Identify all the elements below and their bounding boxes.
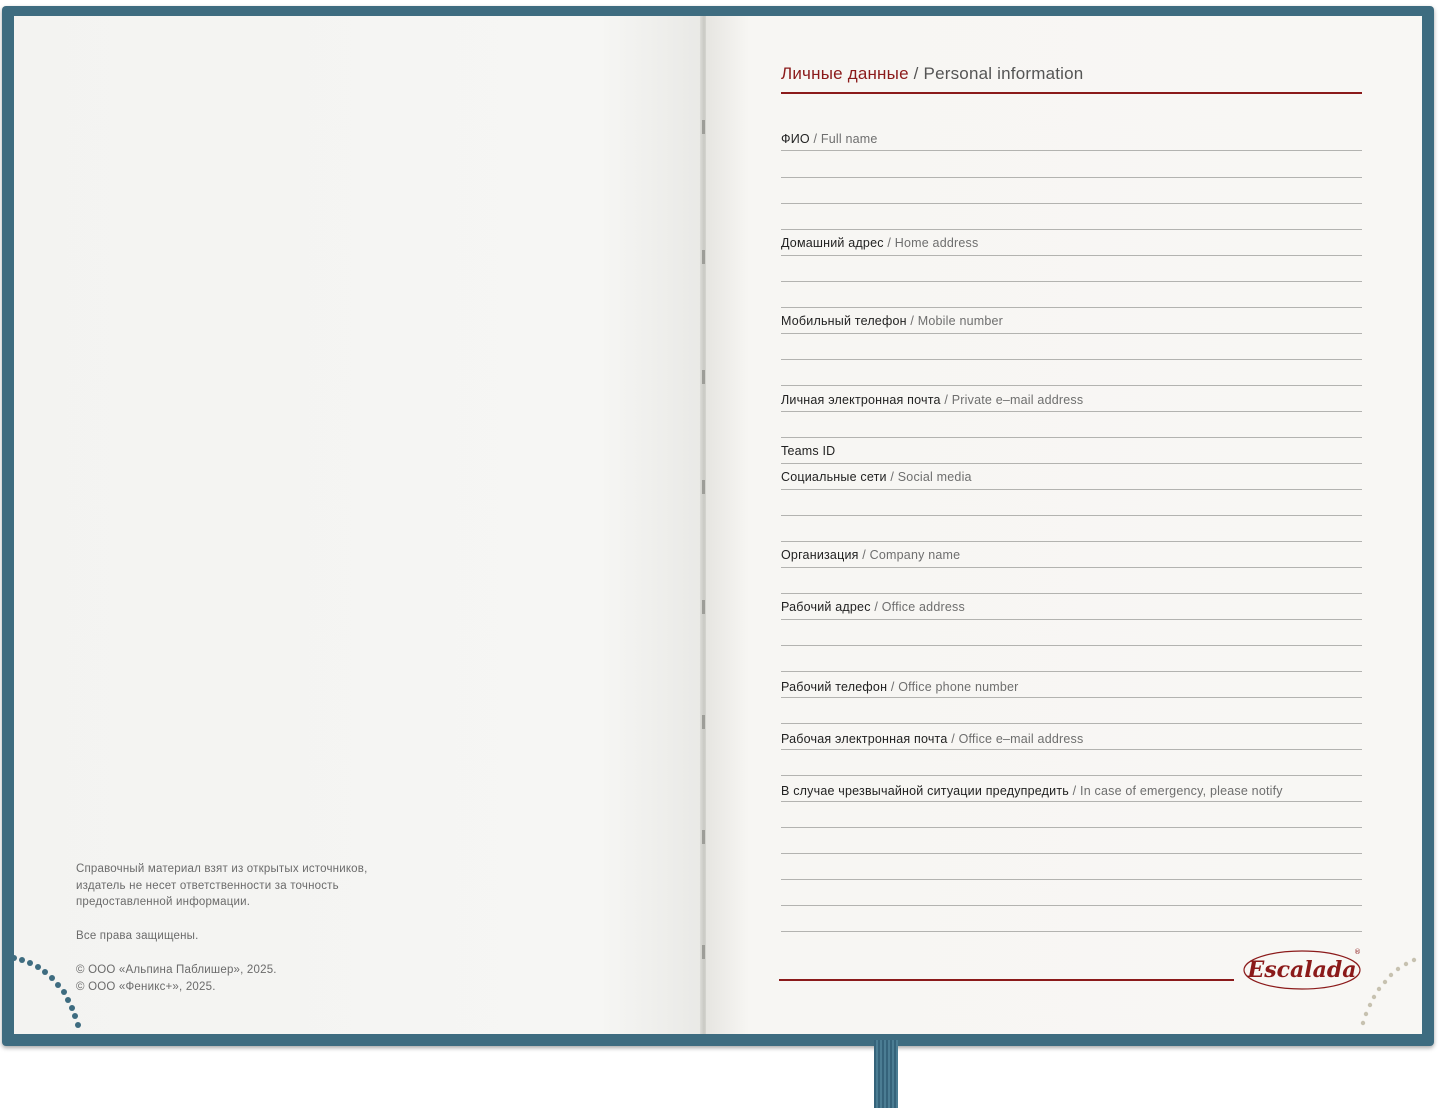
writing-line[interactable] bbox=[781, 749, 1362, 750]
field-label-ru: Организация bbox=[781, 548, 859, 562]
writing-line[interactable] bbox=[781, 593, 1362, 594]
page-title-ru: Личные данные bbox=[781, 64, 909, 83]
writing-line[interactable] bbox=[781, 463, 1362, 464]
writing-line[interactable] bbox=[781, 879, 1362, 880]
stitch-mark bbox=[702, 600, 705, 614]
writing-line[interactable] bbox=[781, 723, 1362, 724]
writing-line[interactable] bbox=[781, 229, 1362, 230]
escalada-logo bbox=[1234, 946, 1362, 996]
writing-line[interactable] bbox=[781, 437, 1362, 438]
writing-line[interactable] bbox=[781, 150, 1362, 151]
field-label-separator: / bbox=[944, 393, 949, 407]
stitch-mark bbox=[702, 945, 705, 959]
field-label-teams-id bbox=[781, 444, 835, 458]
writing-line[interactable] bbox=[781, 333, 1362, 334]
writing-line[interactable] bbox=[781, 905, 1362, 906]
stitch-mark bbox=[702, 250, 705, 264]
field-label-en: Company name bbox=[869, 548, 961, 562]
writing-line[interactable] bbox=[781, 359, 1362, 360]
field-label-ru: Домашний адрес bbox=[781, 236, 884, 250]
title-rule bbox=[781, 92, 1362, 94]
field-label-en: Office e–mail address bbox=[958, 732, 1084, 746]
writing-line[interactable] bbox=[781, 931, 1362, 932]
writing-line[interactable] bbox=[781, 203, 1362, 204]
field-label-home-address bbox=[781, 236, 978, 250]
writing-line[interactable] bbox=[781, 775, 1362, 776]
stitch-mark bbox=[702, 715, 705, 729]
field-label-separator: / bbox=[874, 600, 879, 614]
bookmark-ribbon bbox=[874, 1040, 898, 1108]
rights-text bbox=[76, 928, 199, 945]
footer-rule bbox=[779, 979, 1234, 981]
field-label-en: Social media bbox=[897, 470, 972, 484]
copyright-line: © ООО «Феникс+», 2025. bbox=[76, 980, 216, 993]
field-label-office-email bbox=[781, 732, 1083, 746]
field-label-ru: В случае чрезвычайной ситуации предупредить bbox=[781, 784, 1069, 798]
field-label-ru: Мобильный телефон bbox=[781, 314, 907, 328]
copyright-line: © ООО «Альпина Паблишер», 2025. bbox=[76, 964, 277, 976]
field-label-separator: / bbox=[890, 680, 895, 694]
field-label-ru: Социальные сети bbox=[781, 470, 887, 484]
registered-mark: ® bbox=[1354, 948, 1361, 956]
disclaimer-line: Справочный материал взят из открытых источников, bbox=[76, 863, 368, 875]
field-label-separator: / bbox=[813, 132, 818, 146]
writing-line[interactable] bbox=[781, 489, 1362, 490]
field-label-en: Home address bbox=[894, 236, 979, 250]
writing-line[interactable] bbox=[781, 619, 1362, 620]
field-label-separator: / bbox=[887, 236, 892, 250]
brand-name: Escalada bbox=[1247, 957, 1357, 983]
page-title bbox=[781, 64, 1083, 84]
field-label-office-phone bbox=[781, 680, 1019, 694]
field-label-en: In case of emergency, please notify bbox=[1080, 784, 1283, 798]
writing-line[interactable] bbox=[781, 645, 1362, 646]
writing-line[interactable] bbox=[781, 671, 1362, 672]
field-label-en: Mobile number bbox=[917, 314, 1004, 328]
field-label-separator: / bbox=[1072, 784, 1077, 798]
stitch-mark bbox=[702, 120, 705, 134]
writing-line[interactable] bbox=[781, 411, 1362, 412]
field-label-en: Office phone number bbox=[898, 680, 1019, 694]
field-label-mobile-number bbox=[781, 314, 1003, 328]
field-label-separator: / bbox=[951, 732, 955, 746]
field-label-ru: Рабочий адрес bbox=[781, 600, 871, 614]
writing-line[interactable] bbox=[781, 697, 1362, 698]
writing-line[interactable] bbox=[781, 255, 1362, 256]
writing-line[interactable] bbox=[781, 385, 1362, 386]
writing-line[interactable] bbox=[781, 177, 1362, 178]
decorative-dots-left bbox=[10, 948, 90, 1038]
field-label-emergency-contact bbox=[781, 784, 1283, 798]
disclaimer-text bbox=[76, 861, 367, 911]
field-label-separator: / bbox=[862, 548, 866, 562]
stitch-mark bbox=[702, 830, 705, 844]
writing-line[interactable] bbox=[781, 827, 1362, 828]
field-label-ru: Рабочая электронная почта bbox=[781, 732, 948, 746]
writing-line[interactable] bbox=[781, 515, 1362, 516]
rights-line: Все права защищены. bbox=[76, 930, 199, 942]
field-label-full-name bbox=[781, 132, 878, 146]
writing-line[interactable] bbox=[781, 541, 1362, 542]
stitch-mark bbox=[702, 370, 705, 384]
field-label-company-name bbox=[781, 548, 960, 562]
field-label-private-email bbox=[781, 393, 1083, 407]
field-label-ru: Teams ID bbox=[781, 444, 836, 458]
field-label-ru: ФИО bbox=[781, 132, 810, 146]
field-label-separator: / bbox=[890, 470, 895, 484]
stitch-mark bbox=[702, 480, 705, 494]
writing-line[interactable] bbox=[781, 801, 1362, 802]
field-label-en: Office address bbox=[881, 600, 965, 614]
right-page bbox=[706, 16, 1422, 1034]
page-title-en: Personal information bbox=[923, 64, 1084, 83]
disclaimer-line: издатель не несет ответственности за точность bbox=[76, 879, 339, 892]
field-label-en: Full name bbox=[820, 132, 878, 146]
writing-line[interactable] bbox=[781, 853, 1362, 854]
writing-line[interactable] bbox=[781, 307, 1362, 308]
page-title-separator: / bbox=[913, 64, 919, 83]
decorative-dots-right bbox=[1346, 952, 1426, 1042]
field-label-ru: Рабочий телефон bbox=[781, 680, 888, 694]
field-label-ru: Личная электронная почта bbox=[781, 393, 941, 407]
field-label-en: Private e–mail address bbox=[951, 393, 1084, 407]
writing-line[interactable] bbox=[781, 281, 1362, 282]
field-label-office-address bbox=[781, 600, 965, 614]
copyright-text bbox=[76, 962, 277, 995]
writing-line[interactable] bbox=[781, 567, 1362, 568]
field-label-social-media bbox=[781, 470, 972, 484]
field-label-separator: / bbox=[910, 314, 915, 328]
disclaimer-line: предоставленной информации. bbox=[76, 896, 251, 908]
